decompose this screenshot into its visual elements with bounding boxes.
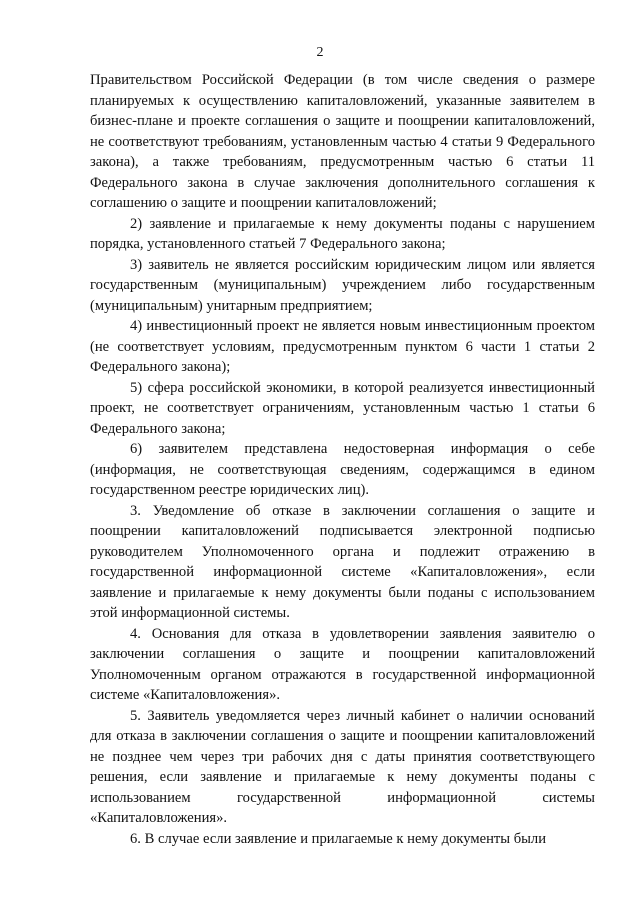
paragraph-clause-6: 6. В случае если заявление и прилагаемые к нему документы были xyxy=(130,830,547,847)
paragraph-item-5: 5) сфера российской экономики, в которой реализуется инвестиционный проект, не соответствует ограничениям, установленным частью 1 статьи 6 Федерального закона; xyxy=(90,379,595,437)
paragraph-clause-5: 5. Заявитель уведомляется через личный кабинет о наличии оснований для отказа в заключении соглашения о защите и поощрении капиталовложений не позднее чем через три рабочих дня с даты принятия соответствующего решения, если заявление и прилагаемые к нему документы поданы с использованием государственной информационной системы «Капиталовложения». xyxy=(90,707,595,826)
paragraph-item-6: 6) заявителем представлена недостоверная информация о себе (информация, не соответствующая сведениям, содержащимся в едином государственном реестре юридических лиц). xyxy=(90,441,595,498)
paragraph-clause-4: 4. Основания для отказа в удовлетворении заявления заявителю о заключении соглашения о защите и поощрении капиталовложений Уполномоченным органом отражаются в государственной информационной системе «Капиталовложения». xyxy=(90,625,595,703)
document-body xyxy=(90,70,595,849)
paragraph-item-4: 4) инвестиционный проект не является новым инвестиционным проектом (не соответствует условиям, предусмотренным пунктом 6 части 1 статьи 2 Федерального закона); xyxy=(90,318,595,375)
paragraph-continuation: Правительством Российской Федерации (в том числе сведения о размере планируемых к осуществлению капиталовложений, указанные заявителем в бизнес-плане и проекте соглашения о защите и поощрении капиталовложений, не соответствуют требованиям, установленным частью 4 статьи 9 Федерального закона), а также требованиям, предусмотренным частью 6 статьи 11 Федерального закона в случае заключения дополнительного соглашения к соглашению о защите и поощрении капиталовложений; xyxy=(90,72,595,211)
page-number: 2 xyxy=(316,45,324,60)
paragraph-clause-3: 3. Уведомление об отказе в заключении соглашения о защите и поощрении капиталовложений подписывается электронной подписью руководителем Уполномоченного органа и подлежит отражению в государственной информационной системе «Капиталовложения», если заявление и прилагаемые к нему документы были поданы с использованием этой информационной системы. xyxy=(90,502,595,621)
paragraph-item-2: 2) заявление и прилагаемые к нему документы поданы с нарушением порядка, установленного статьей 7 Федерального закона; xyxy=(90,215,595,252)
paragraph-item-3: 3) заявитель не является российским юридическим лицом или является государственным (муниципальным) учреждением либо государственным (муниципальным) унитарным предприятием; xyxy=(90,256,595,314)
